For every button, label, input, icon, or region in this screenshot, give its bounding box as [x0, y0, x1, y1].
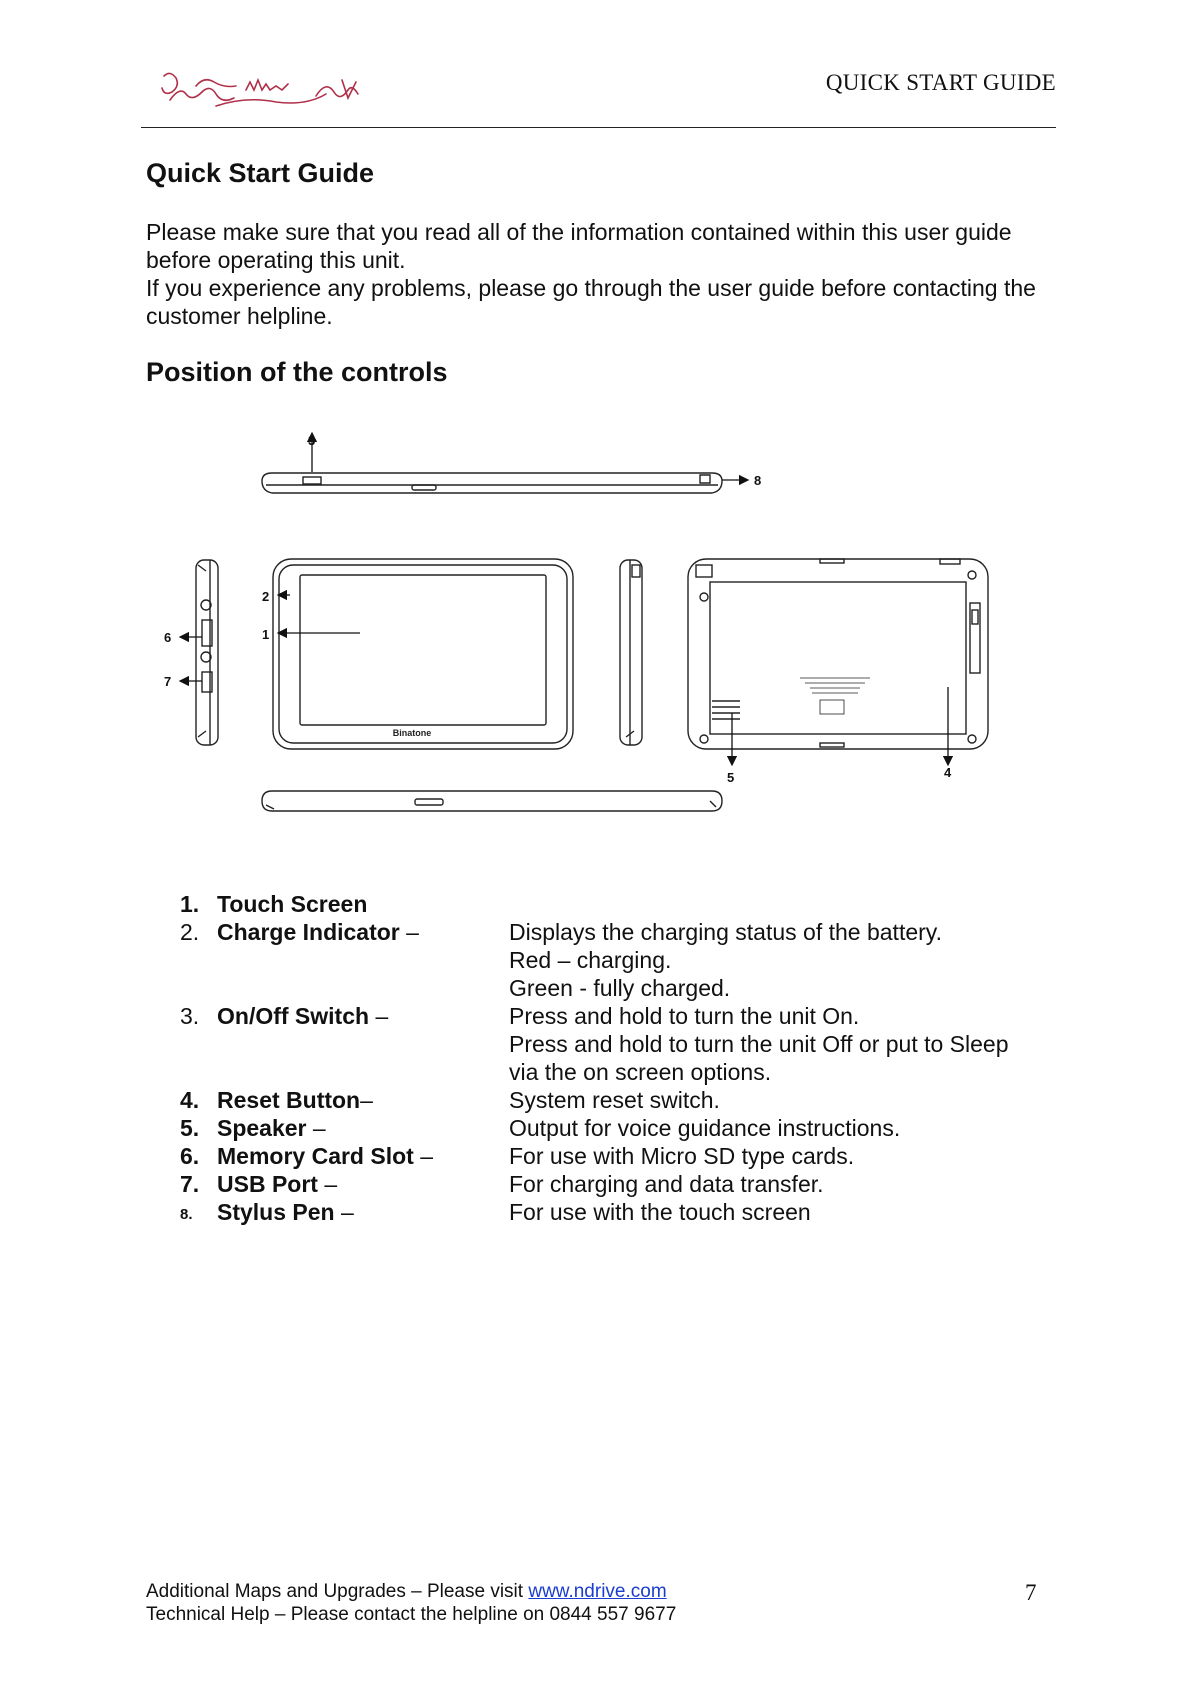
controls-heading: Position of the controls: [146, 357, 448, 387]
intro-paragraph-2: If you experience any problems, please go through the user guide before contacting the customer helpline.: [146, 275, 1036, 329]
device-right-view: [620, 560, 642, 745]
callout-1: 1: [262, 627, 270, 642]
callout-6: 6: [164, 630, 172, 645]
list-item: [180, 1002, 1080, 1086]
item-separator: –: [317, 1171, 338, 1197]
item-number: 8.: [180, 1206, 193, 1223]
header-divider: [141, 127, 1056, 128]
intro-paragraph-1: Please make sure that you read all of the information contained within this user guide before operating this unit.: [146, 219, 1012, 273]
item-desc: Output for voice guidance instructions.: [509, 1115, 901, 1141]
item-desc: For use with the touch screen: [509, 1199, 811, 1225]
item-number: 1.: [180, 891, 200, 917]
device-left-view: [196, 560, 218, 745]
item-desc: via the on screen options.: [509, 1059, 772, 1085]
item-name: Charge Indicator: [217, 919, 400, 945]
item-name: On/Off Switch: [217, 1003, 370, 1029]
item-desc: Red – charging.: [509, 947, 672, 973]
footer-maps-text: Additional Maps and Upgrades – Please visit: [146, 1581, 529, 1602]
item-name: Reset Button: [217, 1087, 361, 1113]
item-desc: System reset switch.: [509, 1087, 720, 1113]
item-name: Speaker: [217, 1115, 307, 1141]
list-item: [180, 1086, 1080, 1114]
page-title: Quick Start Guide: [146, 158, 375, 188]
item-separator: –: [413, 1143, 434, 1169]
device-brand-label: Binatone: [392, 728, 432, 738]
list-item: [180, 1114, 1080, 1142]
list-item: [180, 1170, 1080, 1198]
item-separator: –: [360, 1087, 373, 1113]
header-title: QUICK START GUIDE: [825, 70, 1056, 95]
item-number: 7.: [180, 1171, 200, 1197]
item-desc: Press and hold to turn the unit Off or put to Sleep: [509, 1031, 1009, 1057]
callout-2: 2: [262, 589, 270, 604]
item-separator: –: [399, 919, 419, 945]
item-desc: For use with Micro SD type cards.: [509, 1143, 855, 1169]
footer-line-2: Technical Help – Please contact the helpline on 0844 557 9677: [146, 1604, 677, 1625]
device-back-view: [688, 559, 988, 749]
item-number: 2.: [180, 919, 200, 945]
page-number: 7: [1025, 1580, 1037, 1605]
item-separator: –: [334, 1199, 354, 1225]
callout-8: 8: [754, 473, 762, 488]
item-name: USB Port: [217, 1171, 318, 1197]
list-item: [180, 890, 1080, 918]
callout-4: 4: [944, 765, 952, 780]
item-desc: Displays the charging status of the battery.: [509, 919, 942, 945]
item-number: 5.: [180, 1115, 200, 1141]
footer-line-1: [146, 1580, 676, 1603]
device-top-view: [262, 473, 722, 493]
footer: [146, 1580, 676, 1626]
item-name: Stylus Pen: [217, 1199, 335, 1225]
device-front-view: [273, 559, 573, 749]
item-number: 4.: [180, 1087, 200, 1113]
brand-logo: [156, 66, 376, 114]
callout-5: 5: [727, 770, 735, 785]
list-item: [180, 918, 1080, 1002]
controls-list: [180, 890, 1080, 1229]
device-diagram: [150, 425, 1000, 825]
item-desc: For charging and data transfer.: [509, 1171, 824, 1197]
callout-3: 3: [308, 433, 316, 448]
item-name: Touch Screen: [217, 891, 368, 917]
intro-text: [146, 218, 1066, 330]
list-item: [180, 1198, 1080, 1229]
callout-7: 7: [164, 674, 172, 689]
item-number: 6.: [180, 1143, 200, 1169]
ndrive-link[interactable]: www.ndrive.com: [528, 1581, 667, 1602]
device-bottom-view: [262, 791, 722, 811]
item-separator: –: [306, 1115, 326, 1141]
item-separator: –: [369, 1003, 389, 1029]
list-item: [180, 1142, 1080, 1170]
item-name: Memory Card Slot: [217, 1143, 414, 1169]
item-desc: Press and hold to turn the unit On.: [509, 1003, 860, 1029]
item-desc: Green - fully charged.: [509, 975, 731, 1001]
item-number: 3.: [180, 1003, 200, 1029]
